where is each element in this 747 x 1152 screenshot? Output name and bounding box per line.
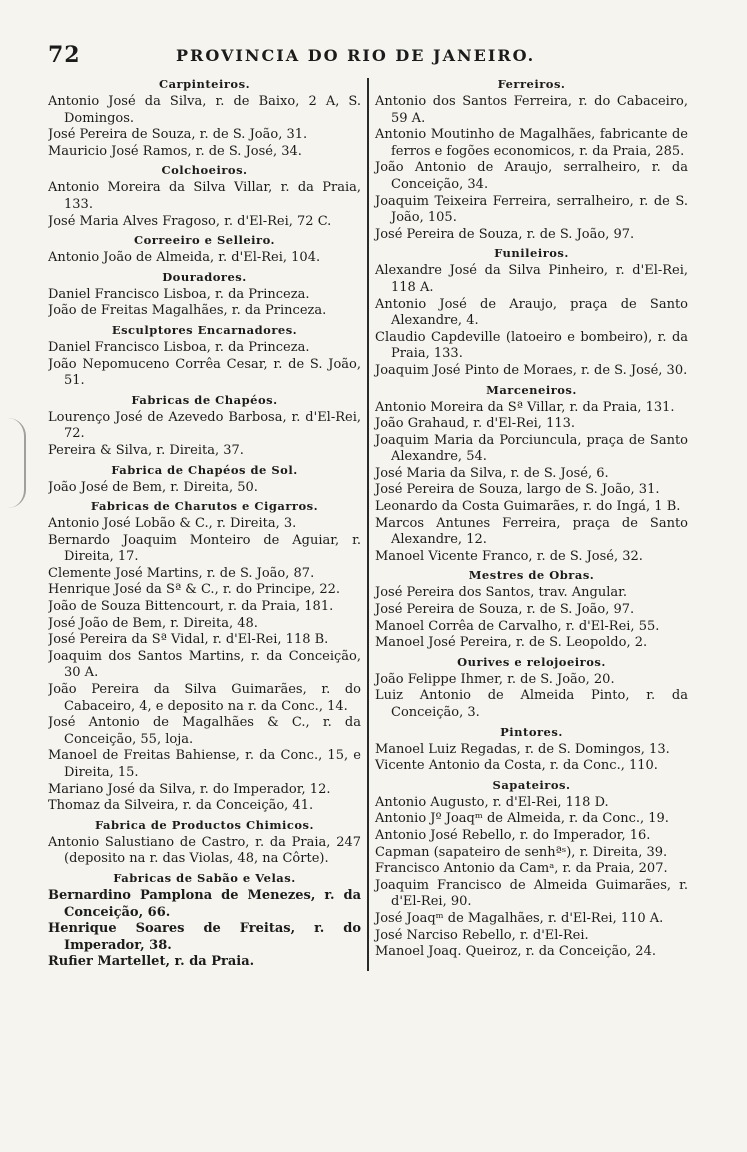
directory-entry: Rufier Martellet, r. da Praia.	[48, 954, 255, 970]
trade-section	[48, 871, 361, 971]
trade-section	[375, 778, 688, 961]
section-title: Fabricas de Chapéos.	[131, 392, 278, 407]
directory-entry: José Pereira de Souza, r. de S. João, 97.	[375, 602, 635, 618]
directory-entry: Manoel Corrêa de Carvalho, r. d'El-Rei, 55.	[375, 618, 660, 634]
section-title: Sapateiros.	[492, 777, 571, 792]
trade-section	[375, 383, 688, 566]
directory-entry: Francisco Antonio da Camᵃ, r. da Praia, 207.	[375, 861, 668, 877]
directory-entry: João Pereira da Silva Guimarães, r. do Cabaceiro, 4, e deposito na r. da Conc., 14.	[48, 682, 362, 714]
directory-entry: Luiz Antonio de Almeida Pinto, r. da Conceição, 3.	[375, 688, 689, 720]
directory-entry: Lourenço José de Azevedo Barbosa, r. d'El-Rei, 72.	[48, 409, 362, 442]
directory-entry: José Antonio de Magalhães & C., r. da Conceição, 55, loja.	[48, 715, 362, 747]
running-title: PROVINCIA DO RIO DE JANEIRO.	[176, 46, 536, 65]
section-title: Correeiro e Selleiro.	[133, 233, 276, 248]
directory-entry: Mariano José da Silva, r. do Imperador, 12.	[48, 781, 331, 797]
section-title: Ourives e relojoeiros.	[457, 654, 606, 669]
directory-entry: Antonio João de Almeida, r. d'El-Rei, 104.	[48, 250, 321, 266]
directory-entry: Manoel Joaq. Queiroz, r. da Conceição, 24.	[375, 944, 656, 960]
directory-entry: Antonio José Lobão & C., r. Direita, 3.	[48, 516, 297, 532]
directory-entry: José Joaqᵐ de Magalhães, r. d'El-Rei, 110 A.	[375, 910, 664, 926]
margin-bracket-mark	[4, 418, 26, 508]
section-title: Marceneiros.	[486, 382, 577, 397]
directory-entry: Daniel Francisco Lisboa, r. da Princeza.	[48, 286, 310, 302]
section-title: Mestres de Obras.	[468, 568, 595, 583]
two-column-layout	[48, 74, 688, 971]
directory-entry: João de Freitas Magalhães, r. da Princeza.	[48, 303, 327, 319]
directory-entry: João Antonio de Araujo, serralheiro, r. da Conceição, 34.	[375, 160, 689, 192]
directory-entry: Claudio Capdeville (latoeiro e bombeiro), r. da Praia, 133.	[375, 329, 689, 362]
directory-entry: João Nepomuceno Corrêa Cesar, r. de S. João, 51.	[48, 356, 362, 389]
directory-entry: José Maria da Silva, r. de S. José, 6.	[375, 465, 609, 481]
section-title: Fabrica de Chapéos de Sol.	[111, 462, 298, 477]
directory-entry: Henrique Soares de Freitas, r. do Imperador, 38.	[48, 921, 362, 953]
directory-entry: Bernardino Pamplona de Menezes, r. da Conceição, 66.	[48, 887, 362, 920]
section-title: Carpinteiros.	[158, 77, 251, 91]
directory-entry: Alexandre José da Silva Pinheiro, r. d'El-Rei, 118 A.	[375, 263, 689, 295]
directory-entry: Manoel Vicente Franco, r. de S. José, 32.	[375, 548, 643, 564]
directory-entry: Leonardo da Costa Guimarães, r. do Ingá, 1 B.	[375, 499, 681, 515]
directory-entry: Daniel Francisco Lisboa, r. da Princeza.	[48, 339, 310, 355]
section-title: Ferreiros.	[497, 77, 566, 91]
section-title: Fabricas de Charutos e Cigarros.	[90, 499, 319, 514]
directory-entry: Henrique José da Sª & C., r. do Principe, 22.	[48, 582, 341, 598]
directory-entry: Vicente Antonio da Costa, r. da Conc., 110.	[375, 758, 658, 774]
section-title: Fabricas de Sabão e Velas.	[113, 870, 296, 885]
section-title: Fabrica de Productos Chimicos.	[94, 817, 315, 832]
directory-entry: João Felippe Ihmer, r. de S. João, 20.	[375, 671, 615, 687]
directory-entry: João de Souza Bittencourt, r. da Praia, 181.	[48, 599, 334, 615]
trade-section	[48, 463, 361, 497]
directory-entry: Bernardo Joaquim Monteiro de Aguiar, r. Direita, 17.	[48, 532, 362, 565]
directory-entry: Antonio José da Silva, r. de Baixo, 2 A, S. Domingos.	[48, 94, 362, 126]
trade-section	[48, 233, 361, 267]
trade-section	[375, 568, 688, 651]
directory-entry: Manoel Luiz Regadas, r. de S. Domingos, 13.	[375, 741, 670, 757]
directory-entry: José Pereira da Sª Vidal, r. d'El-Rei, 118 B.	[48, 632, 329, 648]
directory-entry: Antonio dos Santos Ferreira, r. do Cabaceiro, 59 A.	[375, 94, 689, 126]
directory-entry: Antonio Jº Joaqᵐ de Almeida, r. da Conc., 19.	[375, 811, 669, 827]
trade-section	[375, 725, 688, 775]
directory-entry: José Maria Alves Fragoso, r. d'El-Rei, 72 C.	[48, 213, 332, 229]
trade-section	[375, 246, 688, 379]
directory-entry: Clemente José Martins, r. de S. João, 87.	[48, 565, 315, 581]
directory-entry: João José de Bem, r. Direita, 50.	[48, 479, 258, 495]
directory-entry: Marcos Antunes Ferreira, praça de Santo Alexandre, 12.	[375, 515, 689, 548]
trade-section	[48, 499, 361, 815]
directory-entry: José Pereira de Souza, r. de S. João, 31.	[48, 127, 308, 143]
left-column	[48, 74, 367, 971]
directory-entry: José Pereira de Souza, largo de S. João, 31.	[375, 482, 660, 498]
section-title: Colchoeiros.	[161, 163, 248, 178]
directory-entry: José Pereira de Souza, r. de S. João, 97.	[375, 226, 635, 242]
directory-entry: Joaquim José Pinto de Moraes, r. de S. José, 30.	[375, 362, 688, 378]
page-number: 72	[48, 42, 81, 68]
directory-entry: João Grahaud, r. d'El-Rei, 113.	[375, 416, 576, 432]
trade-section	[375, 77, 688, 243]
trade-section	[48, 270, 361, 320]
directory-entry: Antonio Moreira da Sª Villar, r. da Praia, 131.	[375, 399, 675, 415]
trade-section	[48, 163, 361, 230]
directory-entry: Joaquim Maria da Porciuncula, praça de Santo Alexandre, 54.	[375, 432, 689, 465]
directory-page	[48, 42, 688, 1112]
directory-entry: Antonio Salustiano de Castro, r. da Praia, 247 (deposito na r. das Violas, 48, na Côrte).	[48, 834, 362, 867]
directory-entry: Manoel de Freitas Bahiense, r. da Conc., 15, e Direita, 15.	[48, 748, 362, 780]
directory-entry: José Narciso Rebello, r. d'El-Rei.	[375, 927, 589, 943]
section-title: Esculptores Encarnadores.	[111, 322, 298, 337]
right-column	[369, 74, 688, 971]
directory-entry: Antonio Moreira da Silva Villar, r. da Praia, 133.	[48, 180, 362, 212]
directory-entry: Thomaz da Silveira, r. da Conceição, 41.	[48, 798, 314, 814]
directory-entry: Antonio Moutinho de Magalhães, fabricante de ferros e fogões economicos, r. da Praia, 285.	[375, 127, 689, 159]
trade-section	[48, 818, 361, 868]
section-title: Douradores.	[162, 269, 247, 284]
directory-entry: Antonio Augusto, r. d'El-Rei, 118 D.	[375, 794, 609, 810]
directory-entry: Capman (sapateiro de senhªˢ), r. Direita, 39.	[375, 844, 668, 860]
trade-section	[375, 655, 688, 722]
trade-section	[48, 323, 361, 390]
directory-entry: Joaquim Teixeira Ferreira, serralheiro, r. de S. João, 105.	[375, 193, 689, 226]
trade-section	[48, 393, 361, 460]
section-title: Pintores.	[500, 724, 563, 739]
directory-entry: Antonio José Rebello, r. do Imperador, 16.	[375, 827, 651, 843]
directory-entry: Joaquim dos Santos Martins, r. da Conceição, 30 A.	[48, 648, 362, 681]
directory-entry: Pereira & Silva, r. Direita, 37.	[48, 442, 244, 458]
section-title: Funileiros.	[494, 246, 569, 261]
directory-entry: Mauricio José Ramos, r. de S. José, 34.	[48, 143, 302, 159]
directory-entry: José Pereira dos Santos, trav. Angular.	[375, 585, 628, 601]
directory-entry: Antonio José de Araujo, praça de Santo Alexandre, 4.	[375, 296, 689, 329]
page-header	[48, 42, 688, 72]
trade-section	[48, 77, 361, 160]
directory-entry: Joaquim Francisco de Almeida Guimarães, r. d'El-Rei, 90.	[375, 877, 689, 910]
directory-entry: José João de Bem, r. Direita, 48.	[48, 615, 258, 631]
directory-entry: Manoel José Pereira, r. de S. Leopoldo, 2.	[375, 635, 648, 651]
